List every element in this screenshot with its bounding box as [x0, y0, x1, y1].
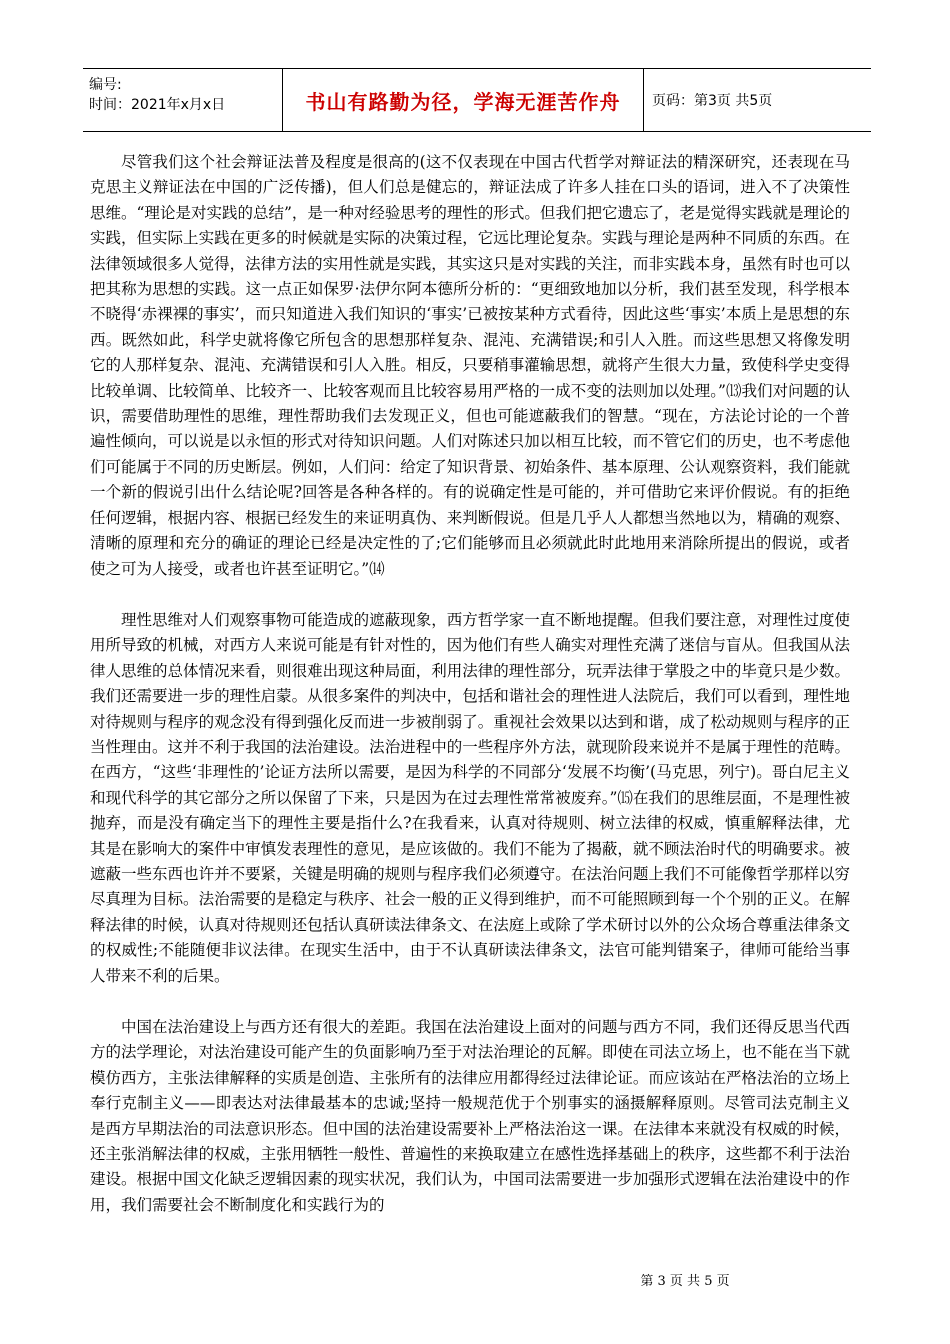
header-motto: 书山有路勤为径，学海无涯苦作舟: [283, 69, 644, 131]
header-page-number: 页码：第3页 共5页: [652, 93, 773, 109]
header-meta: [83, 69, 283, 131]
page-footer: 第 3 页 共 5 页: [640, 1274, 730, 1289]
document-body: [90, 150, 850, 1244]
document-time-label: 时间：2021年x月x日: [89, 97, 226, 113]
paragraph: 尽管我们这个社会辩证法普及程度是很高的(这不仅表现在中国古代哲学对辩证法的精深研究，还表现在马克思主义辩证法在中国的广泛传播)，但人们总是健忘的，辩证法成了许多人挂在口头的语词，进入不了决策性思维。“理论是对实践的总结”，是一种对经验思考的理性的形式。但我们把它遗忘了，老是觉得实践就是理论的实践，但实际上实践在更多的时候就是实际的决策过程，它远比理论复杂。实践与理论是两种不同质的东西。在法律领域很多人觉得，法律方法的实用性就是实践，其实这只是对实践的关注，而非实践本身，虽然有时也可以把其称为思想的实践。这一点正如保罗·法伊尔阿本德所分析的：“更细致地加以分析，我们甚至发现，科学根本不晓得‘赤裸裸的事实’，而只知道进入我们知识的‘事实’已被按某种方式看待，因此这些‘事实’本质上是思想的东西。既然如此，科学史就将像它所包含的思想那样复杂、混沌、充满错误;和引人入胜。而这些思想又将像发明它的人那样复杂、混沌、充满错误和引人入胜。相反，只要稍事灌输思想，就将产生很大力量，致使科学史变得比较单调、比较简单、比较齐一、比较客观而且比较容易用严格的一成不变的法则加以处理。”⒀我们对问题的认识，需要借助理性的思维，理性帮助我们去发现正义，但也可能遮蔽我们的智慧。“现在，方法论讨论的一个普遍性倾向，可以说是以永恒的形式对待知识问题。人们对陈述只加以相互比较，而不管它们的历史，也不考虑他们可能属于不同的历史断层。例如，人们问：给定了知识背景、初始条件、基本原理、公认观察资料，我们能就一个新的假说引出什么结论呢?回答是各种各样的。有的说确定性是可能的，并可借助它来评价假说。有的拒绝任何逻辑，根据内容、根据已经发生的来证明真伪、来判断假说。但是几乎人人都想当然地以为，精确的观察、清晰的原理和充分的确证的理论已经是决定性的了;它们能够而且必须就此时此地用来消除所提出的假说，或者使之可为人接受，或者也许甚至证明它。”⒁: [90, 153, 850, 578]
paragraph: 理性思维对人们观察事物可能造成的遮蔽现象，西方哲学家一直不断地提醒。但我们要注意，对理性过度使用所导致的机械，对西方人来说可能是有针对性的，因为他们有些人确实对理性充满了迷信与盲从。但我国从法律人思维的总体情况来看，则很难出现这种局面，利用法律的理性部分，玩弄法律于掌股之中的毕竟只是少数。我们还需要进一步的理性启蒙。从很多案件的判决中，包括和谐社会的理性进人法院后，我们可以看到，理性地对待规则与程序的观念没有得到强化反而进一步被削弱了。重视社会效果以达到和谐，成了松动规则与程序的正当性理由。这并不利于我国的法治建设。法治进程中的一些程序外方法，就现阶段来说并不是属于理性的范畴。在西方，“这些‘非理性的’论证方法所以需要，是因为科学的不同部分‘发展不均衡’(马克思，列宁)。哥白尼主义和现代科学的其它部分之所以保留了下来，只是因为在过去理性常常被废弃。”⒂在我们的思维层面，不是理性被抛弃，而是没有确定当下的理性主要是指什么?在我看来，认真对待规则、树立法律的权威，慎重解释法律，尤其是在影响大的案件中审慎发表理性的意见，是应该做的。我们不能为了揭蔽，就不顾法治时代的明确要求。被遮蔽一些东西也许并不要紧，关键是明确的规则与程序我们必须遵守。在法治问题上我们不可能像哲学那样以穷尽真理为目标。法治需要的是稳定与秩序、社会一般的正义得到维护，而不可能照顾到每一个个别的正义。在解释法律的时候，认真对待规则还包括认真研读法律条文、在法庭上或除了学术研讨以外的公众场合尊重法律条文的权威性;不能随便非议法律。在现实生活中，由于不认真研读法律条文，法官可能判错案子，律师可能给当事人带来不利的后果。: [90, 610, 850, 985]
document-number-label: 编号:: [89, 77, 122, 93]
paragraph: 中国在法治建设上与西方还有很大的差距。我国在法治建设上面对的问题与西方不同，我们还得反思当代西方的法学理论，对法治建设可能产生的负面影响乃至于对法治理论的瓦解。即使在司法立场上，也不能在当下就模仿西方，主张法律解释的实质是创造、主张所有的法律应用都得经过法律论证。而应该站在严格法治的立场上奉行克制主义——即表达对法律最基本的忠诚;坚持一般规范优于个别事实的涵摄解释原则。尽管司法克制主义是西方早期法治的司法意识形态。但中国的法治建设需要补上严格法治这一课。在法律本来就没有权威的时候，还主张消解法律的权威，主张用牺牲一般性、普遍性的来换取建立在感性选择基础上的秩序，这些都不利于法治建设。根据中国文化缺乏逻辑因素的现实状况，我们认为，中国司法需要进一步加强形式逻辑在法治建设中的作用，我们需要社会不断制度化和实践行为的: [90, 1018, 850, 1214]
page-header: [83, 68, 871, 132]
